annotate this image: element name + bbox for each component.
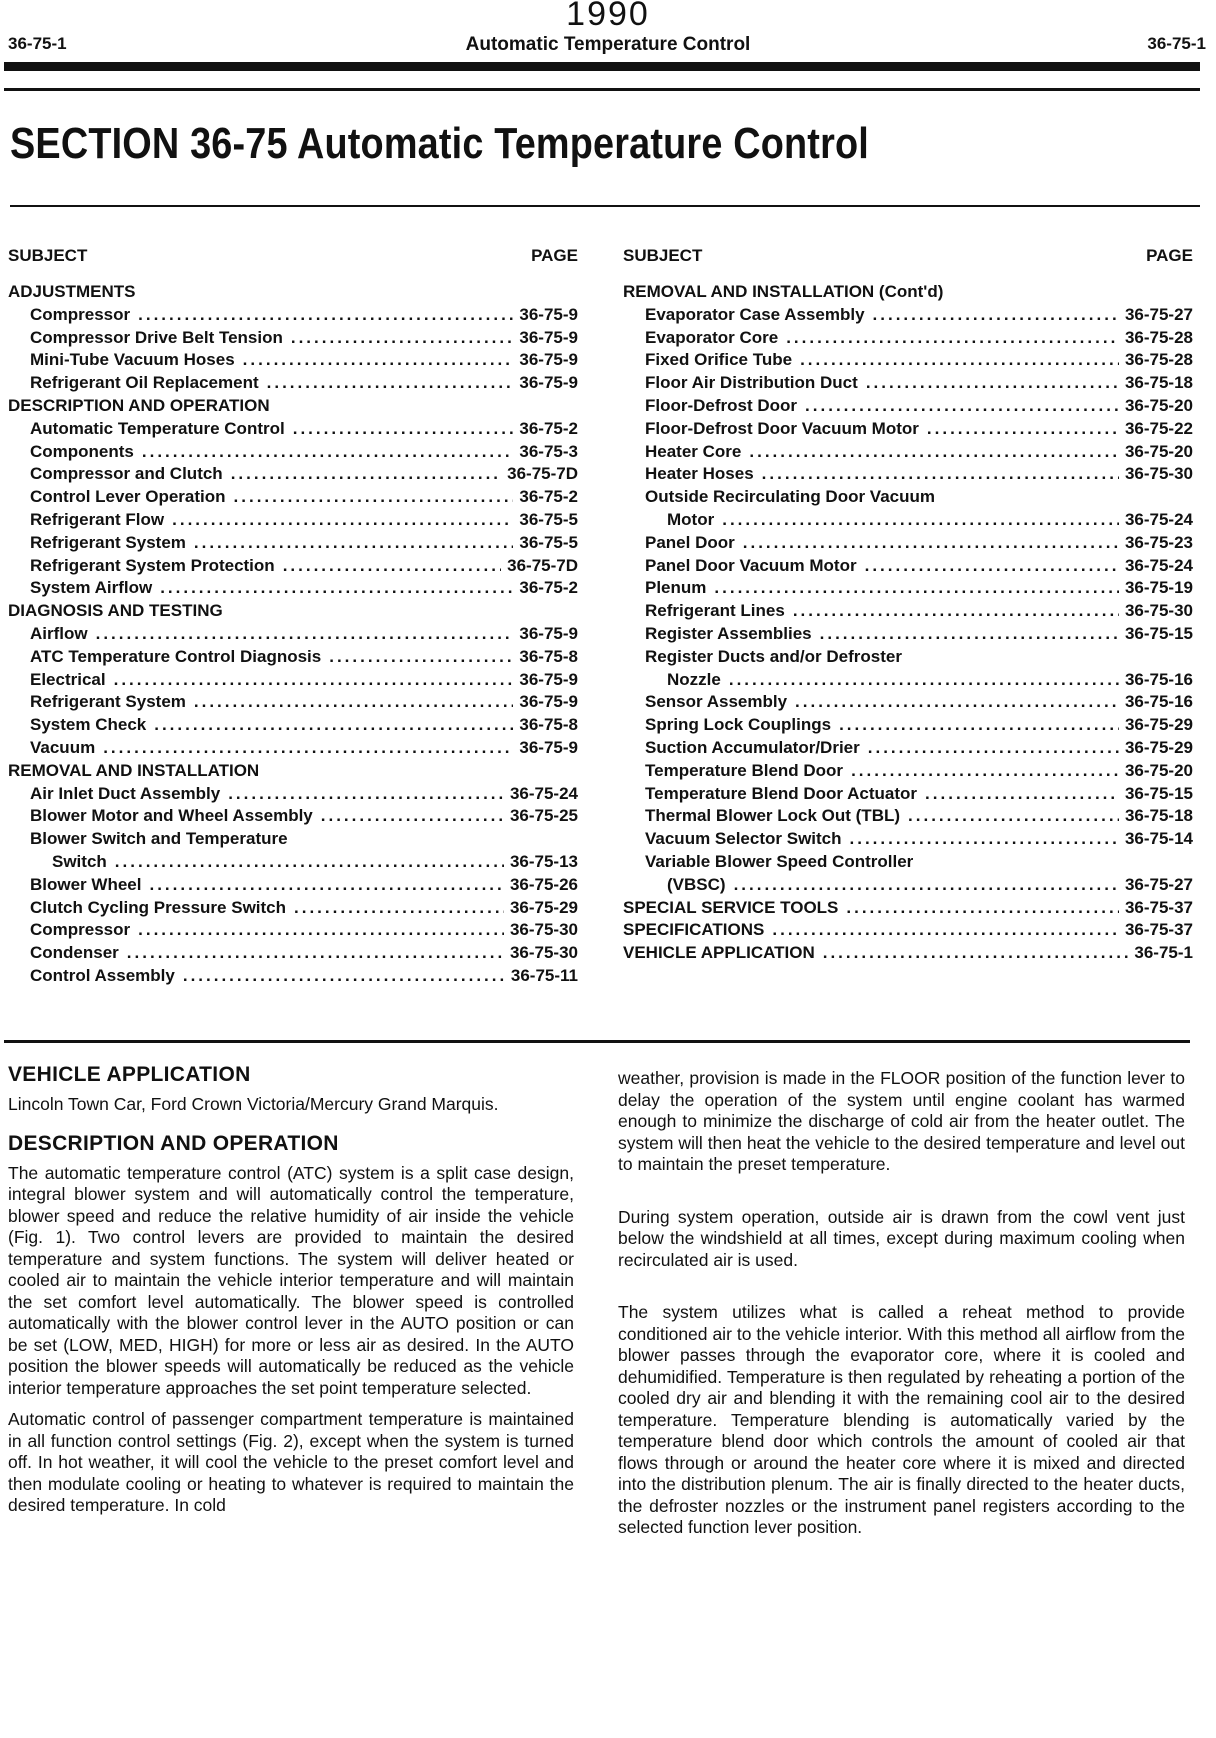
toc-entry-subject: Control Assembly xyxy=(30,965,175,985)
toc-entry-page: 36-75-23 xyxy=(1124,532,1193,552)
toc-entry-page: 36-75-20 xyxy=(1124,760,1193,780)
toc-entry xyxy=(8,533,578,556)
dot-leader xyxy=(172,510,513,530)
toc-entry-page: 36-75-30 xyxy=(1124,601,1193,621)
dot-leader xyxy=(925,784,1119,804)
toc-right-column xyxy=(623,246,1193,966)
dot-leader xyxy=(793,601,1119,621)
toc-entry xyxy=(623,829,1193,852)
dot-leader xyxy=(154,715,513,735)
header-thick-rule xyxy=(4,62,1200,71)
toc-entry-subject: Vacuum xyxy=(30,737,96,757)
toc-entry-subject: Condenser xyxy=(30,943,119,963)
toc-entry-subject: Refrigerant Lines xyxy=(645,601,785,621)
toc-entry-page: 36-75-27 xyxy=(1124,304,1193,324)
toc-entry xyxy=(623,784,1193,807)
toc-entry xyxy=(8,556,578,579)
toc-entry xyxy=(8,373,578,396)
dot-leader xyxy=(234,487,514,507)
toc-entry-page: 36-75-29 xyxy=(1124,715,1193,735)
toc-entry xyxy=(623,601,1193,624)
dot-leader xyxy=(231,464,501,484)
toc-entry-page: 36-75-2 xyxy=(519,487,578,507)
toc-entry-page: 36-75-30 xyxy=(509,920,578,940)
toc-entry-subject: System Check xyxy=(30,715,147,735)
dot-leader xyxy=(291,328,514,348)
dot-leader xyxy=(160,578,513,598)
toc-entry xyxy=(8,943,578,966)
toc-entry-subject: Suction Accumulator/Drier xyxy=(645,737,860,757)
toc-entry-page: 36-75-9 xyxy=(519,327,578,347)
paragraph: During system operation, outside air is drawn from the cowl vent just below the windshield at all times, except during maximum cooling when recirculated air is used. xyxy=(618,1206,1185,1270)
dot-leader xyxy=(183,966,505,986)
toc-section-heading xyxy=(623,920,1193,943)
toc-entry-subject: Refrigerant Oil Replacement xyxy=(30,373,259,393)
toc-entry xyxy=(623,624,1193,647)
toc-entry xyxy=(623,647,1193,670)
toc-entry-subject: ATC Temperature Control Diagnosis xyxy=(30,646,322,666)
toc-entry xyxy=(8,852,578,875)
toc-entry xyxy=(623,761,1193,784)
dot-leader xyxy=(762,464,1119,484)
toc-entry-page: 36-75-15 xyxy=(1124,623,1193,643)
toc-entry-page: 36-75-5 xyxy=(519,532,578,552)
dot-leader xyxy=(194,692,514,712)
toc-entry-subject: Variable Blower Speed Controller xyxy=(645,851,914,871)
toc-entry-subject: Compressor Drive Belt Tension xyxy=(30,327,283,347)
toc-entry-subject: REMOVAL AND INSTALLATION xyxy=(8,760,260,780)
toc-entry xyxy=(623,670,1193,693)
toc-entry xyxy=(623,373,1193,396)
dot-leader xyxy=(138,920,504,940)
toc-entry-page: 36-75-24 xyxy=(1124,555,1193,575)
toc-entry-subject: Thermal Blower Lock Out (TBL) xyxy=(645,806,901,826)
toc-entry-subject: Temperature Blend Door xyxy=(645,760,844,780)
toc-header xyxy=(8,246,578,282)
toc-entry-page: 36-75-3 xyxy=(519,441,578,461)
title-rule xyxy=(10,205,1200,207)
paragraph: The system utilizes what is called a reheat method to provide conditioned air to the vehicle interior. With this method all airflow from the blower passes through the evaporator core, where it is cooled and dehumidified. Temperature is then regulated by reheating a portion of the cooled dry air and blending it with the remaining cool air to the desired temperature. Temperature blending is automatically varied by the temperature blend door which controls the amount of cooled air that flows through or around the heater core where it is mixed and directed into the distribution plenum. The air is finally directed to the heater ducts, the defroster nozzles or the instrument panel registers according to the selected function lever position. xyxy=(618,1302,1185,1537)
dot-leader xyxy=(283,556,501,576)
toc-entry-page: 36-75-28 xyxy=(1124,350,1193,370)
vehicle-application-heading: VEHICLE APPLICATION xyxy=(8,1063,251,1086)
toc-entry-subject: Evaporator Core xyxy=(645,327,779,347)
toc-entry-subject: Switch xyxy=(52,851,107,871)
toc-entry-subject: (VBSC) xyxy=(667,874,726,894)
toc-entry xyxy=(8,510,578,533)
toc-entry-page: 36-75-11 xyxy=(510,965,578,985)
toc-entry-subject: REMOVAL AND INSTALLATION (Cont'd) xyxy=(623,282,944,301)
toc-entry-subject: Fixed Orifice Tube xyxy=(645,350,793,370)
toc-entry xyxy=(8,829,578,852)
dot-leader xyxy=(866,373,1119,393)
toc-entry-page: 36-75-5 xyxy=(519,509,578,529)
toc-entry-subject: SPECIFICATIONS xyxy=(623,920,765,940)
dot-leader xyxy=(927,419,1119,439)
toc-entry xyxy=(623,578,1193,601)
toc-entry-subject: Compressor and Clutch xyxy=(30,464,223,484)
toc-entry-page: 36-75-7D xyxy=(507,464,578,484)
toc-entry-subject: Floor Air Distribution Duct xyxy=(645,373,858,393)
dot-leader xyxy=(729,670,1119,690)
toc-section-heading xyxy=(623,898,1193,921)
toc-entry xyxy=(8,578,578,601)
dot-leader xyxy=(267,373,514,393)
toc-header xyxy=(623,246,1193,282)
toc-entry xyxy=(8,966,578,989)
toc-bottom-rule xyxy=(4,1040,1190,1043)
toc-entry-page: 36-75-24 xyxy=(509,783,578,803)
toc-entry-page: 36-75-20 xyxy=(1124,395,1193,415)
toc-entry xyxy=(8,647,578,670)
toc-entry-subject: Heater Hoses xyxy=(645,464,754,484)
dot-leader xyxy=(142,442,514,462)
toc-entry-page: 36-75-9 xyxy=(519,623,578,643)
toc-entry-page: 36-75-16 xyxy=(1124,692,1193,712)
dot-leader xyxy=(114,670,514,690)
toc-entry xyxy=(8,419,578,442)
toc-entry xyxy=(623,419,1193,442)
vehicle-application-text: Lincoln Town Car, Ford Crown Victoria/Mercury Grand Marquis. xyxy=(8,1093,499,1114)
toc-entry xyxy=(8,328,578,351)
toc-entry xyxy=(623,556,1193,579)
toc-entry xyxy=(8,738,578,761)
toc-entry-page: 36-75-9 xyxy=(519,692,578,712)
dot-leader xyxy=(865,556,1119,576)
dot-leader xyxy=(714,578,1119,598)
toc-entry xyxy=(8,898,578,921)
toc-entry xyxy=(623,396,1193,419)
toc-rows xyxy=(623,282,1193,966)
toc-entry xyxy=(8,806,578,829)
subject-column-label: SUBJECT xyxy=(8,246,88,265)
dot-leader xyxy=(149,875,503,895)
toc-section-heading xyxy=(8,282,578,305)
dot-leader xyxy=(800,350,1119,370)
body-left-column xyxy=(8,1064,574,1527)
toc-entry-subject: Mini-Tube Vacuum Hoses xyxy=(30,350,235,370)
toc-entry-subject: Evaporator Case Assembly xyxy=(645,304,865,324)
running-header-title: Automatic Temperature Control xyxy=(465,34,751,55)
description-heading: DESCRIPTION AND OPERATION xyxy=(8,1132,339,1155)
toc-entry-subject: Compressor xyxy=(30,304,131,324)
page-number-left: 36-75-1 xyxy=(8,34,67,53)
toc-entry-subject: Refrigerant System xyxy=(30,532,186,552)
toc-entry-page: 36-75-2 xyxy=(519,578,578,598)
toc-entry-subject: Compressor xyxy=(30,920,131,940)
toc-entry-subject: Heater Core xyxy=(645,441,742,461)
page-column-label: PAGE xyxy=(531,246,578,265)
toc-entry xyxy=(8,350,578,373)
dot-leader xyxy=(734,875,1119,895)
toc-entry-page: 36-75-19 xyxy=(1124,578,1193,598)
toc-entry-subject: Refrigerant Flow xyxy=(30,509,165,529)
toc-entry xyxy=(623,510,1193,533)
toc-entry-page: 36-75-8 xyxy=(519,715,578,735)
toc-entry-page: 36-75-9 xyxy=(519,304,578,324)
body-right-column xyxy=(618,1068,1185,1570)
toc-entry-subject: Vacuum Selector Switch xyxy=(645,829,842,849)
toc-entry-page: 36-75-9 xyxy=(519,737,578,757)
toc-entry-subject: Clutch Cycling Pressure Switch xyxy=(30,897,287,917)
toc-entry-subject: Sensor Assembly xyxy=(645,692,788,712)
dot-leader xyxy=(103,738,513,758)
toc-entry-subject: SPECIAL SERVICE TOOLS xyxy=(623,897,839,917)
toc-entry-subject: Spring Lock Couplings xyxy=(645,715,832,735)
page-number-right: 36-75-1 xyxy=(1147,34,1206,53)
dot-leader xyxy=(293,419,514,439)
toc-left-column xyxy=(8,246,578,989)
dot-leader xyxy=(851,761,1119,781)
toc-entry-page: 36-75-15 xyxy=(1124,783,1193,803)
toc-entry xyxy=(623,875,1193,898)
toc-entry-subject: Blower Motor and Wheel Assembly xyxy=(30,806,313,826)
dot-leader xyxy=(873,305,1119,325)
toc-entry-subject: ADJUSTMENTS xyxy=(8,282,136,301)
toc-entry-subject: Refrigerant System Protection xyxy=(30,555,275,575)
toc-entry xyxy=(8,305,578,328)
toc-entry xyxy=(623,533,1193,556)
toc-entry xyxy=(623,806,1193,829)
toc-entry-subject: DESCRIPTION AND OPERATION xyxy=(8,395,270,415)
toc-section-heading xyxy=(623,282,1193,305)
toc-entry xyxy=(8,692,578,715)
toc-entry-page: 36-75-9 xyxy=(519,373,578,393)
toc-entry xyxy=(623,692,1193,715)
dot-leader xyxy=(850,829,1119,849)
dot-leader xyxy=(772,920,1119,940)
toc-entry xyxy=(8,624,578,647)
toc-entry-page: 36-75-22 xyxy=(1124,418,1193,438)
toc-entry-subject: System Airflow xyxy=(30,578,153,598)
toc-entry-page: 36-75-29 xyxy=(509,897,578,917)
toc-entry-page: 36-75-18 xyxy=(1124,373,1193,393)
toc-entry-page: 36-75-26 xyxy=(509,874,578,894)
toc-entry-subject: Air Inlet Duct Assembly xyxy=(30,783,221,803)
toc-entry-subject: Blower Switch and Temperature xyxy=(30,829,288,849)
dot-leader xyxy=(321,806,504,826)
toc-entry xyxy=(623,487,1193,510)
dot-leader xyxy=(329,647,513,667)
toc-entry-page: 36-75-27 xyxy=(1124,874,1193,894)
dot-leader xyxy=(868,738,1119,758)
toc-entry xyxy=(8,784,578,807)
toc-entry-subject: Floor-Defrost Door xyxy=(645,395,798,415)
toc-entry-subject: Refrigerant System xyxy=(30,692,186,712)
year-stamp: 1990 xyxy=(566,0,650,33)
toc-entry-page: 36-75-14 xyxy=(1124,829,1193,849)
header-thin-rule xyxy=(4,88,1200,91)
toc-section-heading xyxy=(8,761,578,784)
toc-entry-subject: Panel Door Vacuum Motor xyxy=(645,555,857,575)
toc-entry-page: 36-75-8 xyxy=(519,646,578,666)
toc-entry xyxy=(623,328,1193,351)
subject-column-label: SUBJECT xyxy=(623,246,703,265)
toc-entry-page: 36-75-7D xyxy=(507,555,578,575)
dot-leader xyxy=(294,898,504,918)
toc-entry-subject: Floor-Defrost Door Vacuum Motor xyxy=(645,418,919,438)
dot-leader xyxy=(749,442,1119,462)
toc-entry xyxy=(623,715,1193,738)
dot-leader xyxy=(722,510,1119,530)
page-column-label: PAGE xyxy=(1146,246,1193,265)
toc-entry xyxy=(623,464,1193,487)
toc-section-heading xyxy=(623,943,1193,966)
toc-entry-page: 36-75-9 xyxy=(519,669,578,689)
dot-leader xyxy=(115,852,504,872)
toc-entry-page: 36-75-37 xyxy=(1124,897,1193,917)
toc-entry-subject: Plenum xyxy=(645,578,707,598)
toc-entry xyxy=(623,738,1193,761)
dot-leader xyxy=(127,943,504,963)
dot-leader xyxy=(823,943,1129,963)
toc-entry-subject: Register Ducts and/or Defroster xyxy=(645,646,902,666)
dot-leader xyxy=(820,624,1119,644)
toc-entry-page: 36-75-9 xyxy=(519,350,578,370)
toc-entry-page: 36-75-16 xyxy=(1124,669,1193,689)
dot-leader xyxy=(908,806,1119,826)
dot-leader xyxy=(194,533,514,553)
toc-entry-subject: Components xyxy=(30,441,134,461)
toc-entry-subject: Nozzle xyxy=(667,669,721,689)
paragraph: The automatic temperature control (ATC) system is a split case design, integral blower system and will automatically control the temperature, blower speed and reduce the relative humidity of air inside the vehicle (Fig. 1). Two control levers are provided to maintain the desired temperature and system functions. The system will deliver heated or cooled air to maintain the vehicle interior temperature and will maintain the set comfort level automatically. The blower speed is controlled automatically with the blower control lever in the AUTO position or can be set (LOW, MED, HIGH) for more or less air as desired. In the AUTO position the blower speeds will automatically be reduced as the vehicle interior temperature approaches the set point temperature selected. xyxy=(8,1162,574,1398)
dot-leader xyxy=(743,533,1119,553)
paragraph: weather, provision is made in the FLOOR position of the function lever to delay the operation of the system until engine coolant has warmed enough to minimize the discharge of cold air from the heater outlet. The system will then heat the vehicle to the desired temperature and level out to maintain the preset temperature. xyxy=(618,1068,1185,1174)
toc-entry-page: 36-75-25 xyxy=(509,806,578,826)
toc-entry-page: 36-75-37 xyxy=(1124,920,1193,940)
dot-leader xyxy=(228,784,504,804)
toc-rows xyxy=(8,282,578,989)
dot-leader xyxy=(138,305,513,325)
section-title: SECTION 36-75 Automatic Temperature Control xyxy=(10,119,869,168)
toc-entry-subject: Outside Recirculating Door Vacuum xyxy=(645,487,936,507)
toc-entry-page: 36-75-24 xyxy=(1124,509,1193,529)
toc-entry-subject: Electrical xyxy=(30,669,106,689)
paragraph: Automatic control of passenger compartment temperature is maintained in all function control settings (Fig. 2), except when the system is turned off. In hot weather, it will cool the vehicle to the preset comfort level and then modulate cooling or heating to whatever is required to maintain the desired temperature. In cold xyxy=(8,1409,574,1515)
toc-entry-page: 36-75-18 xyxy=(1124,806,1193,826)
toc-entry xyxy=(623,442,1193,465)
toc-entry-page: 36-75-30 xyxy=(1124,464,1193,484)
toc-entry-page: 36-75-2 xyxy=(519,418,578,438)
toc-entry-subject: Motor xyxy=(667,509,715,529)
toc-entry-subject: Blower Wheel xyxy=(30,874,142,894)
toc-entry xyxy=(8,464,578,487)
toc-entry-subject: Register Assemblies xyxy=(645,623,812,643)
dot-leader xyxy=(795,692,1119,712)
toc-entry xyxy=(8,442,578,465)
toc-entry-page: 36-75-13 xyxy=(509,851,578,871)
toc-entry-page: 36-75-20 xyxy=(1124,441,1193,461)
toc-entry xyxy=(623,852,1193,875)
toc-entry-subject: Airflow xyxy=(30,623,88,643)
toc-section-heading xyxy=(8,396,578,419)
toc-entry-subject: Control Lever Operation xyxy=(30,487,226,507)
toc-entry xyxy=(8,715,578,738)
toc-entry xyxy=(8,875,578,898)
toc-entry-page: 36-75-29 xyxy=(1124,737,1193,757)
dot-leader xyxy=(805,396,1119,416)
toc-entry xyxy=(623,350,1193,373)
toc-entry-subject: Temperature Blend Door Actuator xyxy=(645,783,918,803)
toc-section-heading xyxy=(8,601,578,624)
toc-entry xyxy=(8,670,578,693)
dot-leader xyxy=(786,328,1119,348)
toc-entry-page: 36-75-30 xyxy=(509,943,578,963)
toc-entry-subject: Automatic Temperature Control xyxy=(30,418,285,438)
dot-leader xyxy=(243,350,514,370)
toc-entry-page: 36-75-1 xyxy=(1134,943,1193,963)
dot-leader xyxy=(839,715,1119,735)
toc-entry-page: 36-75-28 xyxy=(1124,327,1193,347)
toc-entry-subject: Panel Door xyxy=(645,532,735,552)
dot-leader xyxy=(96,624,514,644)
toc-entry xyxy=(8,920,578,943)
toc-entry-subject: DIAGNOSIS AND TESTING xyxy=(8,601,223,621)
toc-entry-subject: VEHICLE APPLICATION xyxy=(623,943,815,963)
toc-entry xyxy=(8,487,578,510)
dot-leader xyxy=(846,898,1119,918)
toc-entry xyxy=(623,305,1193,328)
